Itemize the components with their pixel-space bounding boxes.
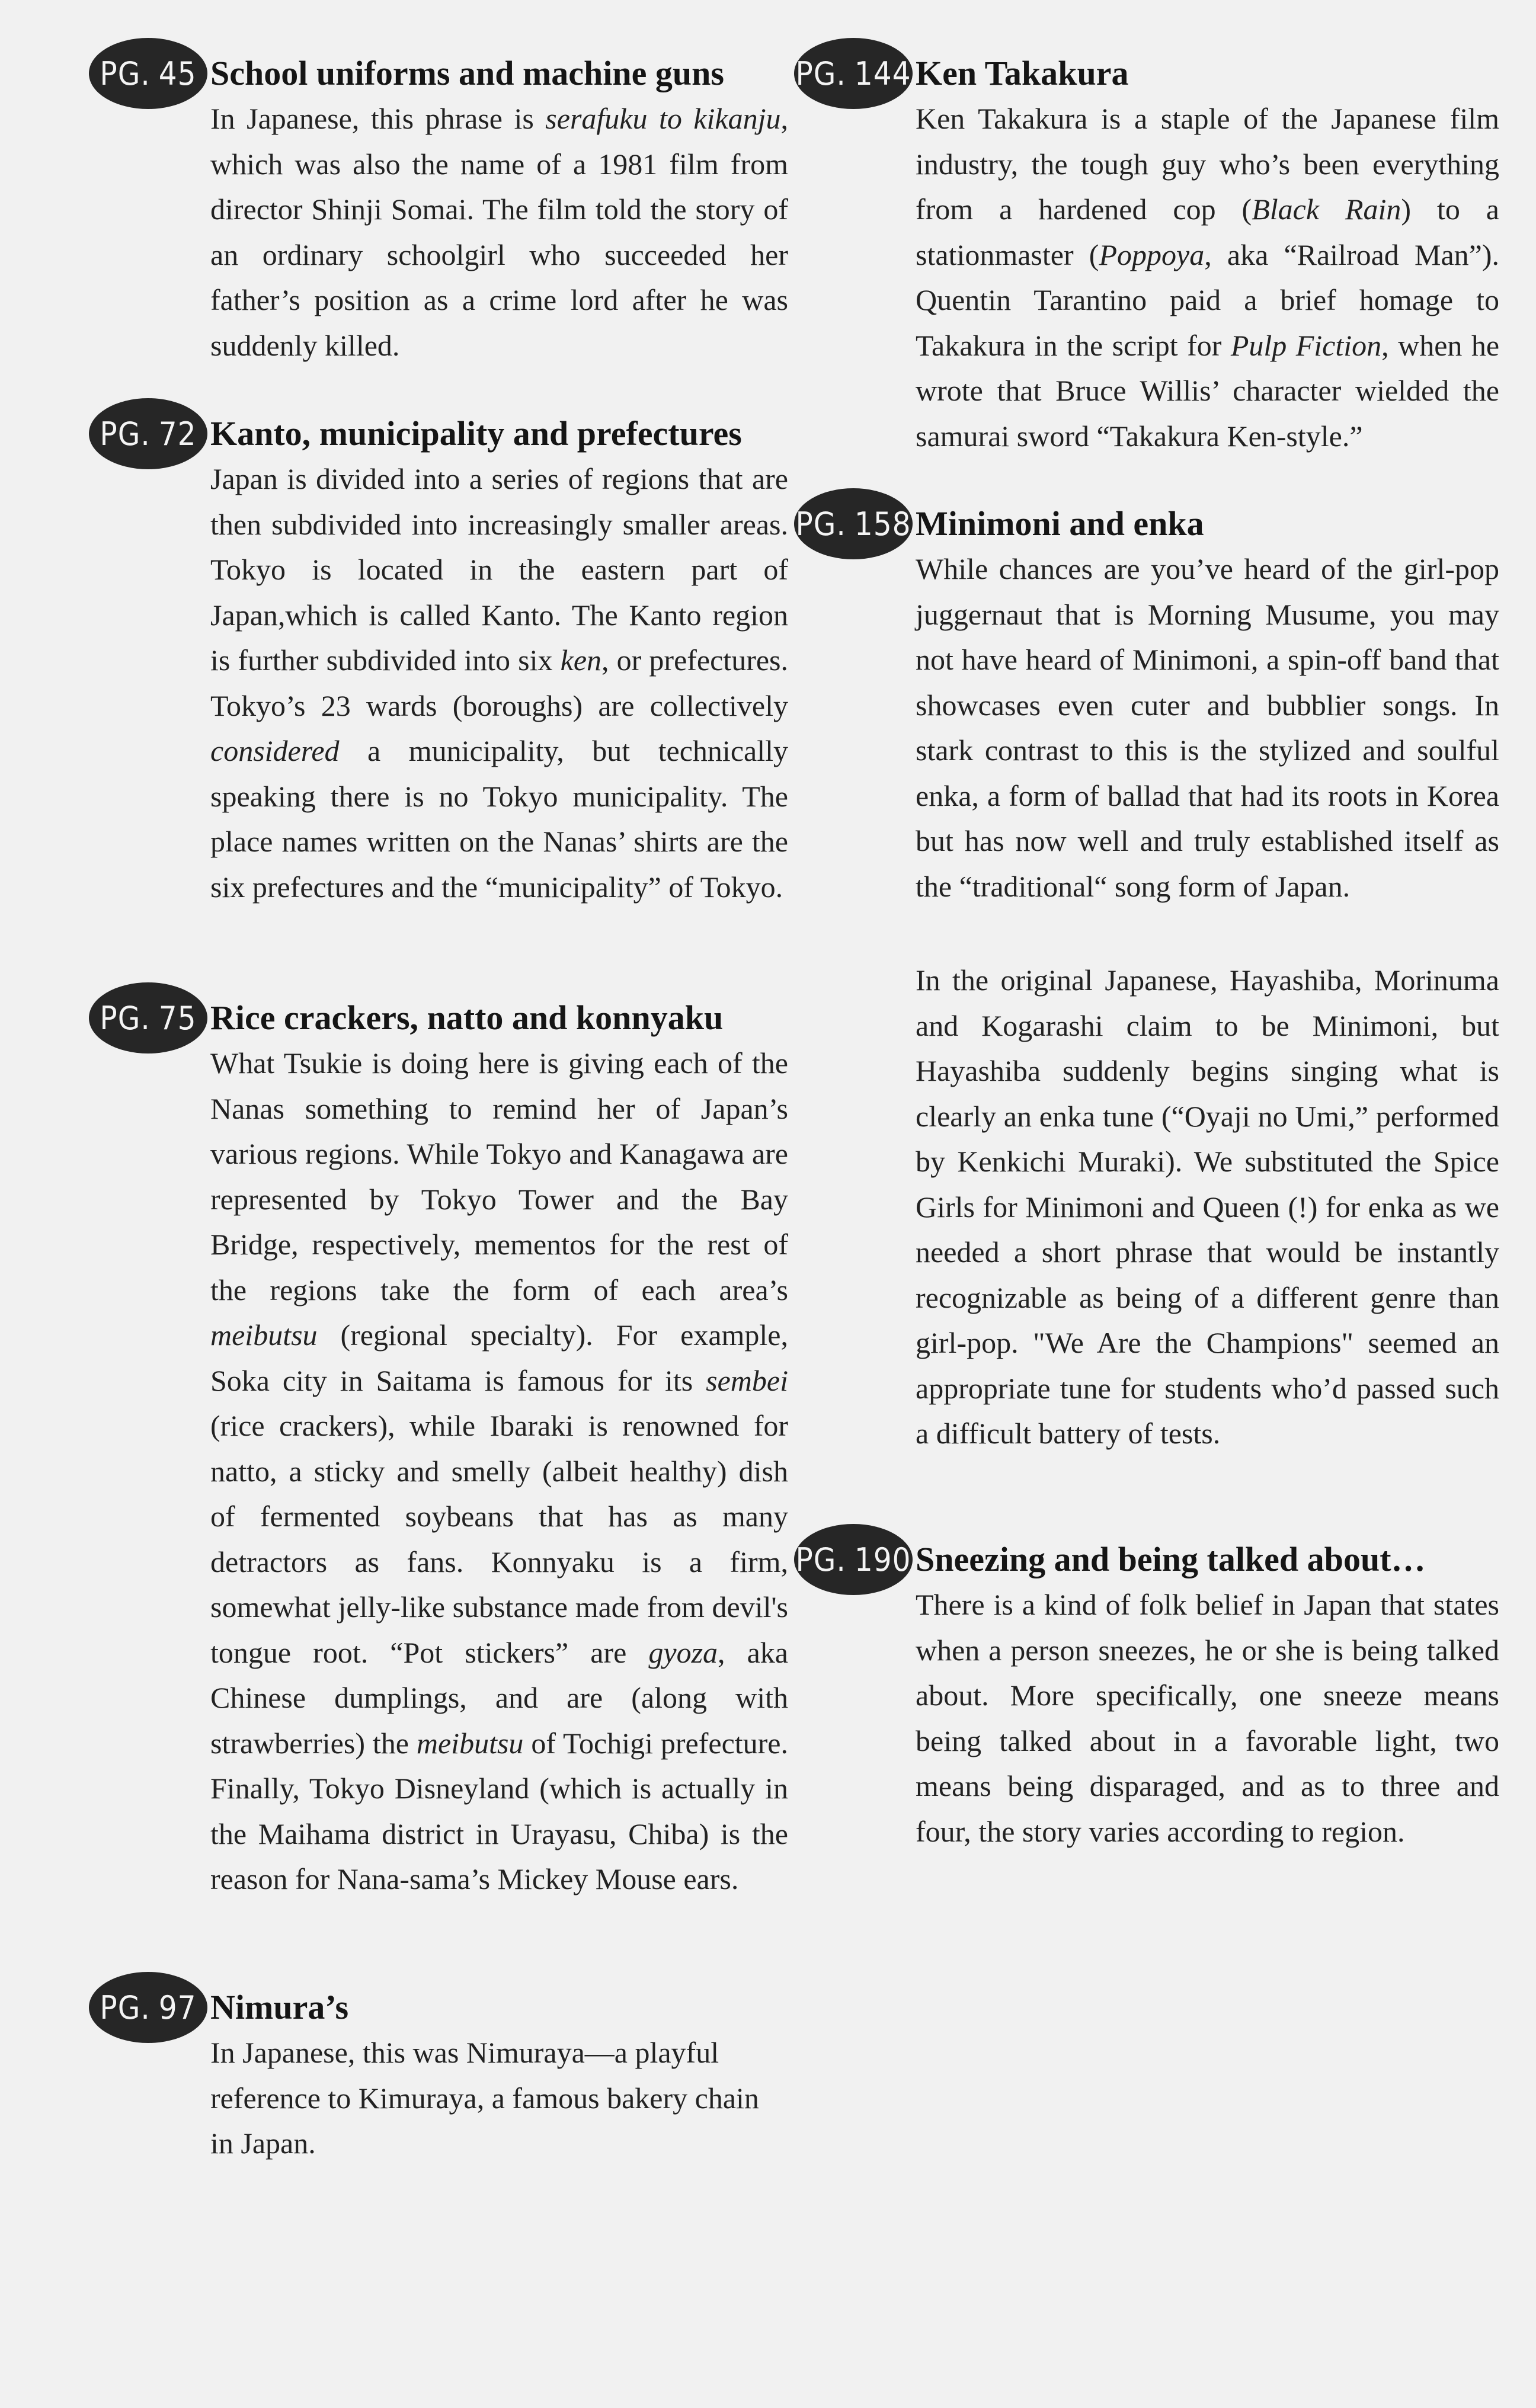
note-body: Ken Takakura is a staple of the Japanese film industry, the tough guy who’s been everything from a hardened cop (Black Rain) to a stationmaster (Poppoya, aka “Railroad Man”). Quentin Tarantino paid a brief homage to Takakura in the script for Pulp Fiction, when he wrote that Bruce Willis’ character wielded the samurai sword “Takakura Ken-style.” [916,102,1500,453]
note-heading: School uniforms and machine guns [210,54,724,92]
page-badge: PG. 190 [794,1524,913,1595]
page-badge: PG. 45 [89,38,207,109]
note-heading: Kanto, municipality and prefectures [210,414,742,453]
note-body: What Tsukie is doing here is giving each of the Nanas something to remind her of Japan’s various regions. While Tokyo and Kanagawa are represented by Tokyo Tower and the Bay Bridge, respectively, mementos for the rest of the regions take the form of each area’s meibutsu (regional specialty). For example, Soka city in Saitama is famous for its sembei (rice crackers), while Ibaraki is renowned for natto, a sticky and smelly (albeit healthy) dish of fermented soybeans that has as many detractors as fans. Konnyaku is a firm, somewhat jelly-like substance made from devil's tongue root. “Pot stickers” are gyoza, aka Chinese dumplings, and are (along with strawberries) the meibutsu of Tochigi prefecture. Finally, Tokyo Disneyland (which is actually in the Maihama district in Urayasu, Chiba) is the reason for Nana-sama’s Mickey Mouse ears. [210,1046,788,1895]
note-body: Japan is divided into a series of regions that are then subdivided into increasingly smaller areas. Tokyo is located in the eastern part of Japan,which is called Kanto. The Kanto region is further subdivided into six ken, or prefectures. Tokyo’s 23 wards (boroughs) are collectively considered a municipality, but technically speaking there is no Tokyo municipality. The place names written on the Nanas’ shirts are the six prefectures and the “municipality” of Tokyo. [210,462,788,904]
note-heading: Ken Takakura [916,54,1129,92]
note-heading: Rice crackers, natto and konnyaku [210,998,724,1037]
page-badge: PG. 144 [794,38,913,109]
note-body-continued: In the original Japanese, Hayashiba, Morinuma and Kogarashi claim to be Minimoni, but Hayashiba suddenly begins singing what is clearly an enka tune (“Oyaji no Umi,” performed by Kenkichi Muraki). We substituted the Spice Girls for Minimoni and Queen (!) for enka as we needed a short phrase that would be instantly recognizable as being of a different genre than girl-pop. "We Are the Champions" seemed an appropriate tune for students who’d passed such a difficult battery of tests. [916,963,1499,1450]
note-body: While chances are you’ve heard of the girl-pop juggernaut that is Morning Musume, you may not have heard of Minimoni, a spin-off band that showcases even cuter and bubblier songs. In stark contrast to this is the stylized and soulful enka, a form of ballad that had its roots in Korea but has now well and truly established itself as the “traditional“ song form of Japan. [916,552,1499,903]
note-body: In Japanese, this phrase is serafuku to kikanju, which was also the name of a 1981 film from director Shinji Somai. The film told the story of an ordinary schoolgirl who succeeded her father’s position as a crime lord after he was suddenly killed. [210,102,788,362]
note-heading: Sneezing and being talked about… [916,1540,1426,1578]
note-heading: Nimura’s [210,1988,349,2026]
page-badge: PG. 75 [89,982,207,1054]
note-body: In Japanese, this was Nimuraya—a playful reference to Kimuraya, a famous bakery chain in Japan. [210,2036,759,2160]
page-badge: PG. 158 [794,488,913,559]
note-heading: Minimoni and enka [916,504,1204,543]
note-body: There is a kind of folk belief in Japan that states when a person sneezes, he or she is being talked about. More specifically, one sneeze means being talked about in a favorable light, two means being disparaged, and as to three and four, the story varies according to region. [916,1588,1499,1848]
page-badge: PG. 97 [89,1972,207,2043]
page-badge: PG. 72 [89,398,207,469]
